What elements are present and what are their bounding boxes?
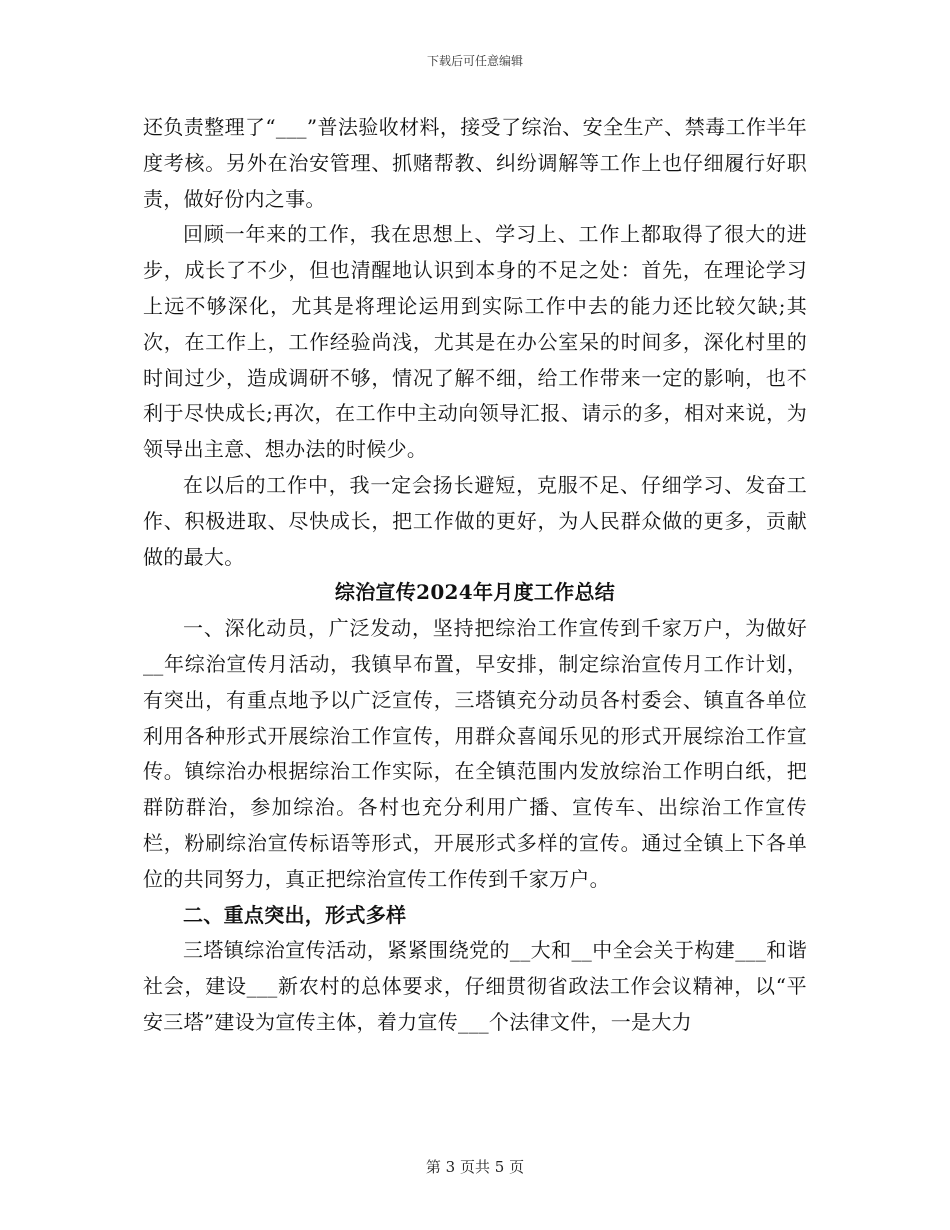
paragraph-3: 在以后的工作中，我一定会扬长避短，克服不足、仔细学习、发奋工作、积极进取、尽快成长，把工作做的更好，为人民群众做的更多，贡献做的最大。 — [143, 472, 807, 569]
paragraph-1: 还负责整理了“___”普法验收材料，接受了综治、安全生产、禁毒工作半年度考核。另外在治安管理、抓赌帮教、纠纷调解等工作上也仔细履行好职责，做好份内之事。 — [143, 115, 807, 211]
paragraph-2: 回顾一年来的工作，我在思想上、学习上、工作上都取得了很大的进步，成长了不少，但也清醒地认识到本身的不足之处：首先，在理论学习上远不够深化，尤其是将理论运用到实际工作中去的能力还比较欠缺;其次，在工作上，工作经验尚浅，尤其是在办公室呆的时间多，深化村里的时间过少，造成调研不够，情况了解不细，给工作带来一定的影响，也不利于尽快成长;再次，在工作中主动向领导汇报、请示的多，相对来说，为领导出主意、想办法的时候少。 — [143, 222, 807, 462]
page-number: 第 3 页共 5 页 — [425, 1158, 525, 1176]
paragraph-5: 三塔镇综治宣传活动，紧紧围绕党的__大和__中全会关于构建___和谐社会，建设___新农村的总体要求，仔细贯彻省政法工作会议精神，以“平安三塔”建设为宣传主体，着力宣传___个法律文件，一是大力 — [143, 938, 807, 1034]
paragraph-4: 一、深化动员，广泛发动，坚持把综治工作宣传到千家万户，为做好__年综治宣传月活动，我镇早布置，早安排，制定综治宣传月工作计划，有突出，有重点地予以广泛宣传，三塔镇充分动员各村委会、镇直各单位利用各种形式开展综治工作宣传，用群众喜闻乐见的形式开展综治工作宣传。镇综治办根据综治工作实际，在全镇范围内发放综治工作明白纸，把群防群治，参加综治。各村也充分利用广播、宣传车、出综治工作宣传栏，粉刷综治宣传标语等形式，开展形式多样的宣传。通过全镇上下各单位的共同努力，真正把综治宣传工作传到千家万户。 — [143, 616, 807, 891]
page-header: 下载后可任意编辑 — [426, 54, 523, 68]
document-body — [143, 110, 807, 1041]
document-title: 综治宣传2024年月度工作总结 — [334, 580, 616, 605]
section-heading: 二、重点突出，形式多样 — [183, 902, 407, 927]
